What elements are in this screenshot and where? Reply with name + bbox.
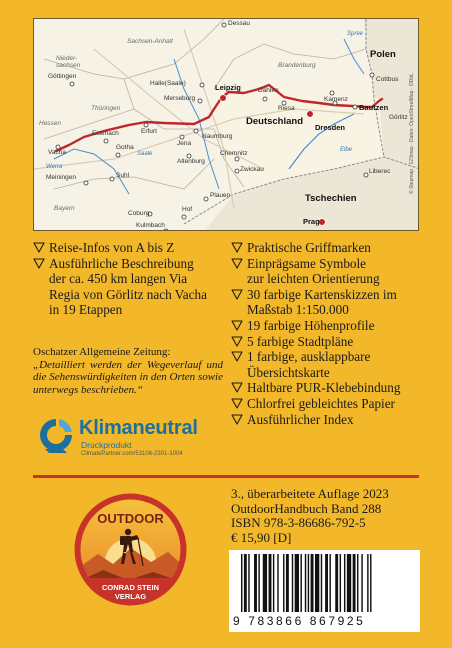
city-dahlen: Dahlen bbox=[258, 87, 279, 94]
region-hessen: Hessen bbox=[39, 120, 62, 127]
city-erfurt: Erfurt bbox=[141, 128, 157, 135]
feature-left-item-text: der ca. 450 km langen Via bbox=[49, 271, 188, 287]
feature-left-item bbox=[33, 240, 223, 256]
barcode-bar bbox=[295, 554, 299, 612]
triangle-bullet-icon bbox=[231, 258, 243, 269]
city-coburg: Coburg bbox=[128, 210, 150, 217]
barcode-bar bbox=[367, 554, 368, 612]
city-suhl: Suhl bbox=[116, 172, 130, 179]
barcode-panel bbox=[229, 550, 420, 632]
barcode-bar bbox=[254, 554, 257, 612]
triangle-bullet-icon bbox=[231, 382, 243, 393]
city-bautzen: Bautzen bbox=[359, 103, 389, 112]
feature-right-item-text: Haltbare PUR-Klebebindung bbox=[247, 380, 401, 396]
country-poland: Polen bbox=[370, 49, 396, 60]
isbn: ISBN 978-3-86686-792-5 bbox=[231, 515, 366, 531]
city-kamenz: Kamenz bbox=[324, 96, 348, 103]
barcode-bar bbox=[305, 554, 306, 612]
barcode-digits: 9 783866 867925 bbox=[233, 614, 366, 628]
city-kulmbach: Kulmbach bbox=[136, 222, 165, 229]
city-zwickau: Zwickau bbox=[240, 166, 264, 173]
barcode-bar bbox=[241, 554, 242, 612]
barcode-bar bbox=[353, 554, 356, 612]
city-jena: Jena bbox=[177, 140, 192, 147]
quote-source: Oschatzer Allgemeine Zeitung: bbox=[33, 346, 171, 358]
river-saale: Saale bbox=[137, 151, 153, 157]
barcode-bar bbox=[335, 554, 338, 612]
feature-left-item bbox=[33, 256, 223, 318]
map-credit: © Stepmap · 123map · Daten: OpenStreetMap · ODbL bbox=[409, 73, 415, 194]
city-dresden: Dresden bbox=[315, 123, 346, 132]
city-vacha: Vacha bbox=[48, 149, 66, 156]
feature-right-item-text: 1 farbige, ausklappbare bbox=[247, 349, 371, 365]
river-spree: Spree bbox=[347, 31, 364, 37]
barcode-bar bbox=[283, 554, 284, 612]
series-volume: OutdoorHandbuch Band 288 bbox=[231, 500, 382, 516]
region-niedersachsen: Nieder- sachsen bbox=[56, 55, 81, 69]
feature-left-item-text: Ausführliche Beschreibung bbox=[49, 255, 194, 271]
city-dessau: Dessau bbox=[228, 20, 251, 27]
region-brandenburg: Brandenburg bbox=[278, 62, 316, 69]
barcode-bar bbox=[273, 554, 274, 612]
city-halle: Halle(Saale) bbox=[150, 80, 186, 87]
feature-right-item-text: Übersichtskarte bbox=[247, 364, 330, 380]
barcode-bar bbox=[357, 554, 358, 612]
triangle-bullet-icon bbox=[231, 336, 243, 347]
region-sachsen-anhalt: Sachsen-Anhalt bbox=[127, 38, 173, 45]
feature-right-item bbox=[231, 256, 421, 287]
barcode-bar bbox=[315, 554, 319, 612]
feature-right-item bbox=[231, 412, 421, 428]
region-bayern: Bayern bbox=[54, 205, 75, 212]
barcode-bar bbox=[347, 554, 351, 612]
country-germany: Deutschland bbox=[246, 116, 304, 127]
triangle-bullet-icon bbox=[231, 320, 243, 331]
river-werra: Werra bbox=[46, 164, 63, 170]
barcode-bar bbox=[300, 554, 301, 612]
barcode-bar bbox=[244, 554, 247, 612]
feature-right-item bbox=[231, 318, 421, 334]
badge-publisher-line2: VERLAG bbox=[114, 592, 147, 601]
barcode-bar bbox=[361, 554, 362, 612]
city-gotha: Gotha bbox=[116, 144, 134, 151]
climate-partner-icon bbox=[37, 416, 75, 456]
feature-left-item-text: in 19 Etappen bbox=[49, 302, 123, 318]
barcode-bar bbox=[286, 554, 289, 612]
feature-right-item-text: zur leichten Orientierung bbox=[247, 271, 380, 287]
klimaneutral-title: Klimaneutral bbox=[79, 417, 198, 439]
triangle-bullet-icon bbox=[231, 289, 243, 300]
feature-right-item-text: 5 farbige Stadtpläne bbox=[247, 333, 354, 349]
klimaneutral-subtitle: Druckprodukt bbox=[81, 440, 132, 450]
feature-right-item-text: 30 farbige Kartenskizzen im bbox=[247, 286, 397, 302]
city-liberec: Liberec bbox=[369, 168, 391, 175]
barcode-bar bbox=[340, 554, 341, 612]
feature-right-item-text: Chlorfrei gebleichtes Papier bbox=[247, 395, 395, 411]
climate-partner-id: ClimatePartner.com/53106-2301-1004 bbox=[81, 451, 183, 457]
feature-left-item-text: Regia von Görlitz nach Vacha bbox=[49, 286, 207, 302]
city-eisenach: Eisenach bbox=[92, 130, 119, 137]
barcode-bar bbox=[263, 554, 267, 612]
feature-right-item bbox=[231, 380, 421, 396]
city-riesa: Riesa bbox=[278, 105, 295, 112]
outdoor-publisher-badge bbox=[73, 492, 188, 607]
city-leipzig: Leipzig bbox=[215, 83, 241, 92]
triangle-bullet-icon bbox=[33, 258, 45, 269]
edition: 3., überarbeitete Auflage 2023 bbox=[231, 486, 389, 501]
country-czech: Tschechien bbox=[305, 193, 357, 204]
badge-outdoor-text: OUTDOOR bbox=[97, 511, 164, 526]
barcode-bar bbox=[292, 554, 293, 612]
feature-right-item bbox=[231, 396, 421, 412]
feature-right-item-text: Einprägsame Symbole bbox=[247, 255, 367, 271]
barcode-bar bbox=[329, 554, 330, 612]
barcode-bar bbox=[277, 554, 278, 612]
press-quote bbox=[33, 346, 223, 396]
city-prag: Prag bbox=[303, 217, 320, 226]
feature-right-item-text: 19 farbige Höhenprofile bbox=[247, 317, 375, 333]
triangle-bullet-icon bbox=[231, 242, 243, 253]
triangle-bullet-icon bbox=[33, 242, 45, 253]
feature-right-item bbox=[231, 287, 421, 318]
divider-line bbox=[33, 475, 419, 478]
barcode-bar bbox=[344, 554, 345, 612]
city-chemnitz: Chemnitz bbox=[220, 150, 248, 157]
barcode-bar bbox=[248, 554, 249, 612]
barcode-bar bbox=[308, 554, 309, 612]
barcode-bar bbox=[321, 554, 322, 612]
city-plauen: Plauen bbox=[210, 192, 231, 199]
features-list-right bbox=[231, 240, 421, 427]
city-hof: Hof bbox=[182, 206, 193, 213]
city-meiningen: Meiningen bbox=[46, 174, 76, 181]
route-map bbox=[33, 18, 419, 231]
triangle-bullet-icon bbox=[231, 398, 243, 409]
city-merseburg: Merseburg bbox=[164, 95, 196, 102]
triangle-bullet-icon bbox=[231, 351, 243, 362]
book-info bbox=[231, 487, 389, 545]
barcode-bar bbox=[370, 554, 371, 612]
river-elbe: Elbe bbox=[340, 147, 353, 153]
klimaneutral-logo bbox=[37, 416, 222, 460]
feature-left-item-text: Reise-Infos von A bis Z bbox=[49, 240, 175, 255]
region-thueringen: Thüringen bbox=[91, 105, 121, 112]
city-naumburg: Naumburg bbox=[202, 133, 233, 140]
barcode-bar bbox=[325, 554, 328, 612]
city-goettingen: Göttingen bbox=[48, 73, 77, 80]
feature-right-item bbox=[231, 334, 421, 350]
barcode-bar bbox=[269, 554, 272, 612]
city-cottbus: Cottbus bbox=[376, 76, 399, 83]
quote-text: „Detailliert werden der Wegeverlauf und die Sehenswürdigkeiten in den Orten sowie unterwegs beschrieben.“ bbox=[33, 358, 223, 396]
price: € 15,90 [D] bbox=[231, 529, 292, 545]
ean-barcode bbox=[239, 554, 411, 612]
city-altenburg: Altenburg bbox=[177, 158, 205, 165]
feature-right-item-text: Ausführlicher Index bbox=[247, 411, 354, 427]
barcode-bar bbox=[258, 554, 259, 612]
features-list-left bbox=[33, 240, 223, 318]
badge-publisher-line1: CONRAD STEIN bbox=[101, 583, 160, 592]
feature-right-item bbox=[231, 240, 421, 256]
feature-right-item-text: Maßstab 1:150.000 bbox=[247, 302, 349, 318]
barcode-bar bbox=[311, 554, 314, 612]
feature-right-item-text: Praktische Griffmarken bbox=[247, 240, 371, 255]
triangle-bullet-icon bbox=[231, 414, 243, 425]
feature-right-item bbox=[231, 349, 421, 380]
city-goerlitz: Görlitz bbox=[389, 114, 408, 121]
